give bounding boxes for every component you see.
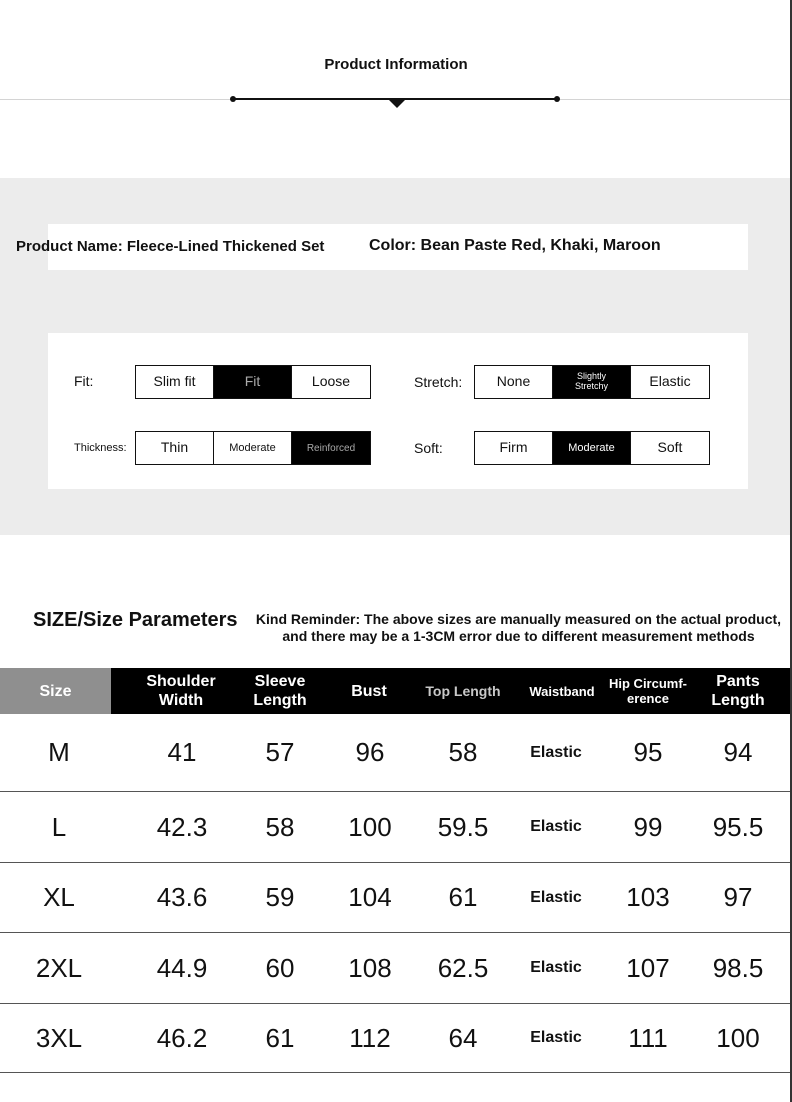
cell-pants-length: 94 [723,737,753,767]
cell-waistband: Elastic [530,818,582,835]
cell-bust: 96 [355,737,385,767]
cell-waistband: Elastic [530,743,582,761]
cell-top-length: 62.5 [437,952,489,983]
size-table-header [0,668,792,714]
fit-option-loose: Loose [311,373,351,390]
table-row [0,714,792,792]
cell-shoulder: 42.3 [156,811,208,842]
thickness-option-reinforced: Reinforced [292,432,370,464]
cell-hip: 95 [633,737,663,767]
header-pants-length: Pants Length [711,673,765,709]
soft-selector [474,431,710,465]
cell-sleeve: 61 [265,1022,295,1053]
rule-dot-right [554,96,560,102]
cell-shoulder: 44.9 [156,952,208,983]
cell-bust: 104 [348,882,392,912]
cell-shoulder: 41 [167,737,197,767]
header-waistband: Waistband [529,683,595,699]
cell-top-length: 59.5 [437,811,489,842]
thickness-selector [135,431,371,465]
stretch-selector [474,365,710,399]
cell-top-length: 58 [448,737,478,767]
soft-label: Soft: [414,440,443,456]
thickness-option-moderate: Moderate [214,432,292,464]
cell-sleeve: 60 [265,952,295,983]
cell-waistband: Elastic [530,1029,582,1046]
table-row [0,933,792,1004]
cell-size: L [51,811,67,842]
product-name: Product Name: Fleece-Lined Thickened Set [16,238,325,255]
cell-waistband: Elastic [530,888,582,906]
cell-size: M [48,737,70,767]
fit-option-slim: Slim fit [136,366,214,398]
soft-option-moderate: Moderate [553,432,631,464]
cell-size: 3XL [35,1022,83,1053]
stretch-option-elastic: Elastic [649,373,691,390]
header-shoulder-width: Shoulder Width [146,673,216,709]
header-section [0,0,792,178]
header-bust: Bust [351,682,387,700]
cell-hip: 103 [626,882,670,912]
fit-label: Fit: [74,373,94,389]
cell-pants-length: 95.5 [712,811,764,842]
cell-shoulder: 46.2 [156,1022,208,1053]
header-hip-circumference: Hip Circumf-erence [609,676,687,706]
size-reminder: Kind Reminder: The above sizes are manually measured on the actual product, and there may be a 1-3CM error due to different measurement methods [255,611,782,644]
soft-option-firm: Firm [475,432,553,464]
cell-pants-length: 97 [723,882,753,912]
cell-pants-length: 98.5 [712,952,764,983]
header-top-length: Top Length [425,682,501,699]
cell-pants-length: 100 [716,1022,760,1053]
stretch-label: Stretch: [414,374,463,390]
size-title: SIZE/Size Parameters [33,609,238,631]
cell-top-length: 64 [448,1022,478,1053]
attributes-box [48,333,748,489]
cell-waistband: Elastic [530,959,582,976]
header-sleeve-length: Sleeve Length [253,673,307,709]
product-color: Color: Bean Paste Red, Khaki, Maroon [369,237,661,254]
thickness-option-thin: Thin [136,432,214,464]
page-title: Product Information [324,56,468,73]
table-row [0,863,792,933]
cell-sleeve: 58 [265,811,295,842]
down-arrow-icon [389,100,405,108]
cell-size: XL [43,882,75,912]
cell-sleeve: 59 [265,882,295,912]
cell-hip: 111 [628,1022,668,1053]
fit-option-fit: Fit [214,366,292,398]
cell-shoulder: 43.6 [156,882,208,912]
cell-hip: 107 [626,952,670,983]
cell-sleeve: 57 [265,737,295,767]
cell-size: 2XL [35,952,83,983]
cell-bust: 108 [348,952,392,983]
cell-bust: 100 [348,811,392,842]
soft-option-soft: Soft [657,439,683,456]
cell-bust: 112 [349,1022,391,1053]
stretch-option-none: None [475,366,553,398]
table-row [0,1004,792,1073]
rule-dot-left [230,96,236,102]
header-size: Size [0,668,111,714]
stretch-option-slightly: Slightly Stretchy [553,366,631,398]
fit-selector [135,365,371,399]
thickness-label: Thickness: [74,442,127,454]
table-row [0,792,792,863]
cell-top-length: 61 [448,882,478,912]
product-info-panel [0,178,792,535]
cell-hip: 99 [633,811,663,842]
